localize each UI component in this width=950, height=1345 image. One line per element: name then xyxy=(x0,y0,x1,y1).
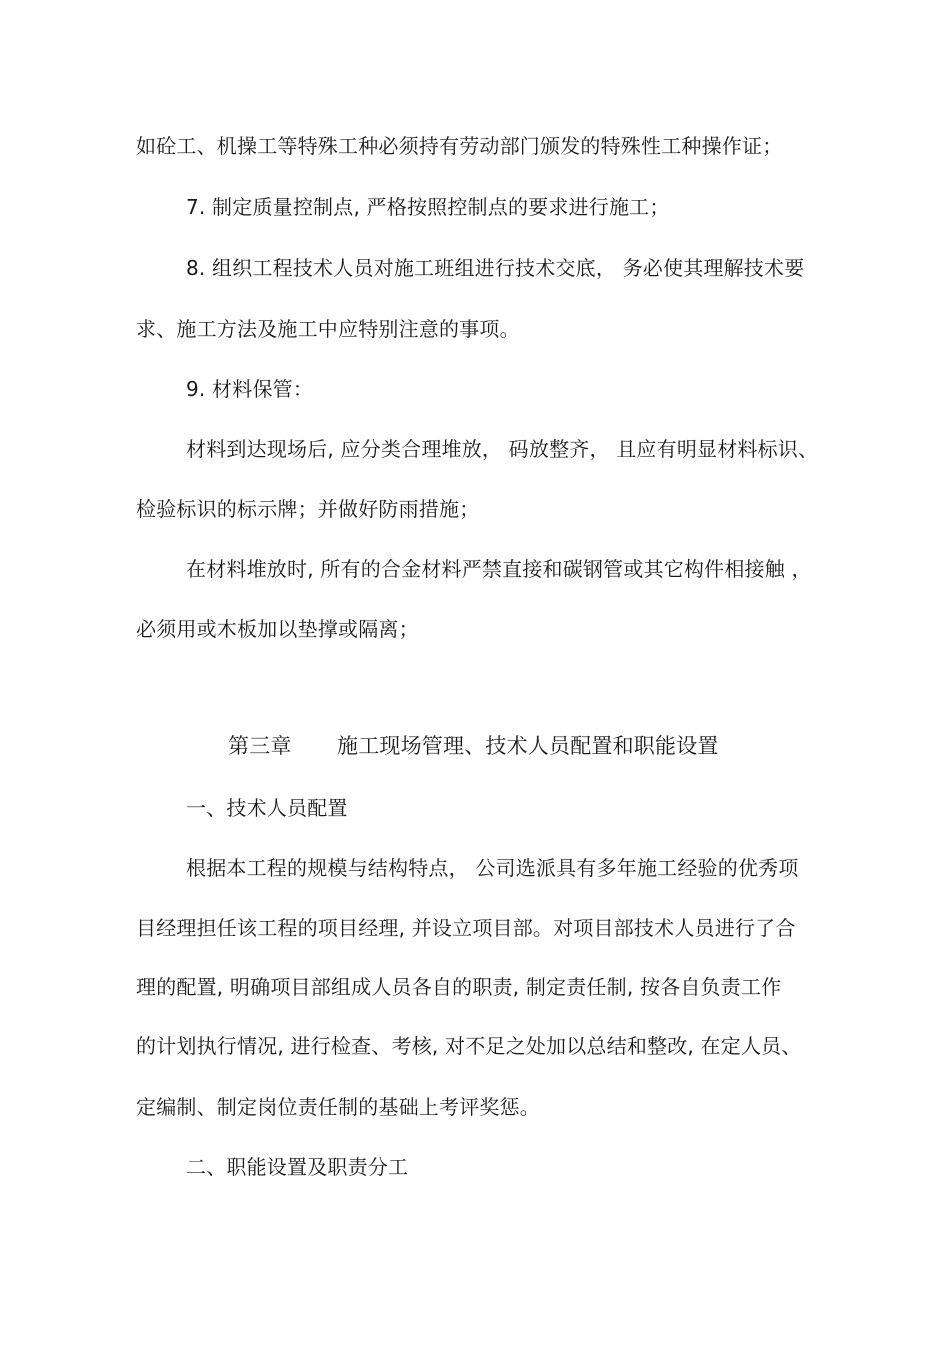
paragraph-line: 求、施工方法及施工中应特别注意的事项。 xyxy=(136,317,520,341)
list-item-8: 8. 组织工程技术人员对施工班组进行技术交底， 务必使其理解技术要 xyxy=(186,256,805,280)
paragraph-line: 材料到达现场后, 应分类合理堆放， 码放整齐， 且应有明显材料标识、 xyxy=(186,437,819,461)
paragraph-line: 检验标识的标示牌；并做好防雨措施； xyxy=(136,497,480,521)
paragraph-line: 根据本工程的规模与结构特点， 公司选派具有多年施工经验的优秀项 xyxy=(186,856,799,880)
paragraph-line: 理的配置, 明确项目部组成人员各自的职责, 制定责任制, 按各自负责工作 xyxy=(136,975,782,999)
chapter-number: 第三章 xyxy=(228,734,292,758)
paragraph-line: 必须用或木板加以垫撑或隔离； xyxy=(136,617,419,641)
list-item-7: 7. 制定质量控制点, 严格按照控制点的要求进行施工； xyxy=(186,195,670,219)
section-heading-2: 二、职能设置及职责分工 xyxy=(186,1155,409,1179)
paragraph-line: 在材料堆放时, 所有的合金材料严禁直接和碳钢管或其它构件相接触 ， xyxy=(186,557,812,581)
paragraph-line: 目经理担任该工程的项目经理, 并设立项目部。对项目部技术人员进行了合 xyxy=(136,916,796,940)
paragraph-line: 的计划执行情况, 进行检查、考核, 对不足之处加以总结和整改, 在定人员、 xyxy=(136,1034,802,1058)
paragraph-line: 如砼工、机操工等特殊工种必须持有劳动部门颁发的特殊性工种操作证； xyxy=(136,134,783,158)
section-heading-1: 一、技术人员配置 xyxy=(186,796,348,820)
chapter-title: 施工现场管理、技术人员配置和职能设置 xyxy=(337,734,719,758)
list-item-9: 9. 材料保管： xyxy=(186,377,314,401)
paragraph-line: 定编制、制定岗位责任制的基础上考评奖惩。 xyxy=(136,1095,540,1119)
